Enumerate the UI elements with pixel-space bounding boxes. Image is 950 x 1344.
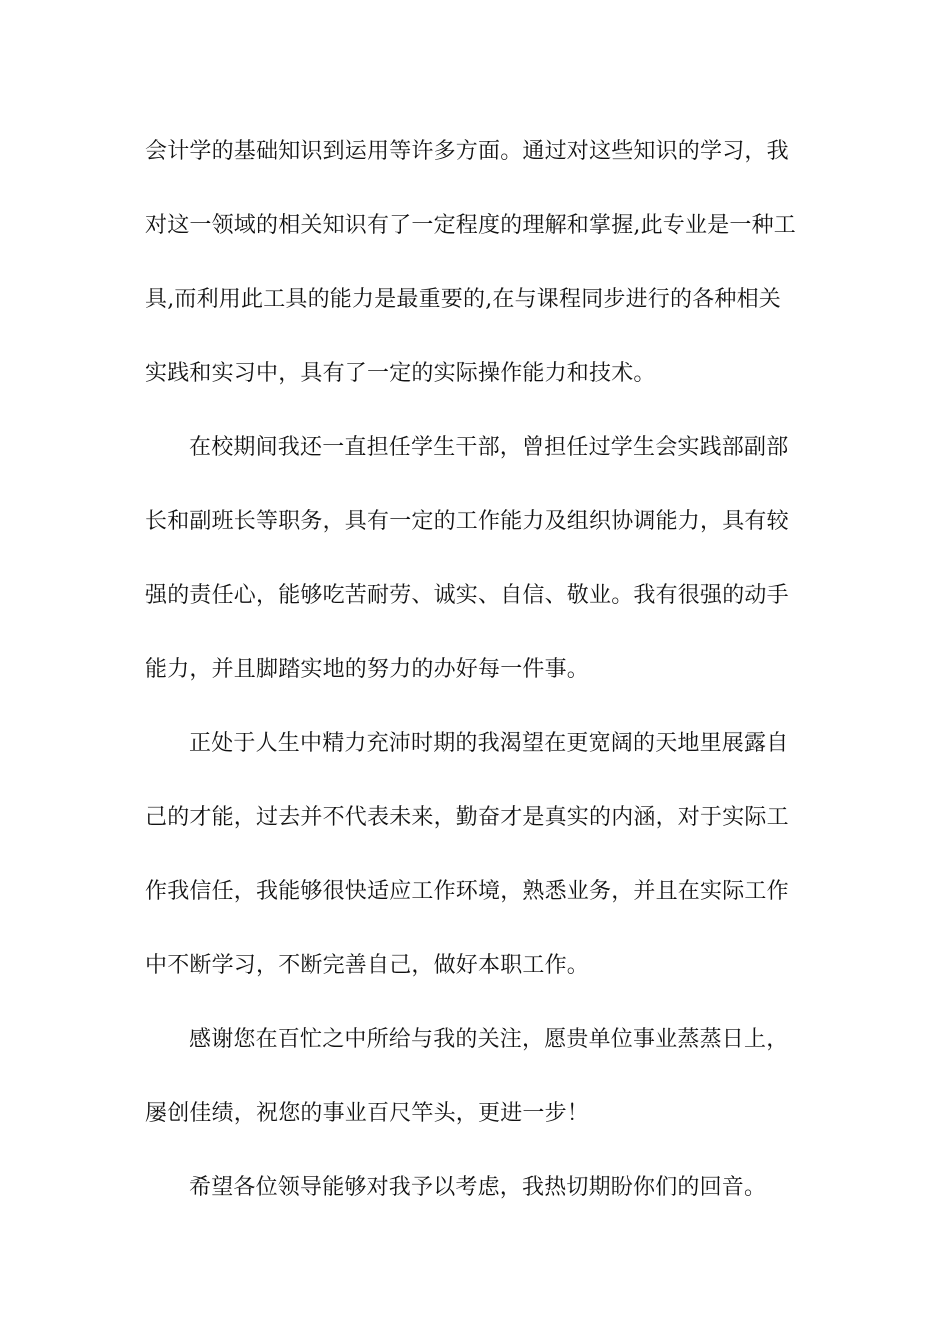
text-line: 在校期间我还一直担任学生干部，曾担任过学生会实践部副部: [189, 435, 789, 460]
text-line: 实践和实习中，具有了一定的实际操作能力和技术。: [145, 361, 656, 386]
text-line: 屡创佳绩，祝您的事业百尺竿头，更进一步！: [145, 1101, 590, 1126]
text-line: 作我信任，我能够很快适应工作环境，熟悉业务，并且在实际工作: [145, 879, 789, 904]
text-line: 感谢您在百忙之中所给与我的关注，愿贵单位事业蒸蒸日上，: [189, 1027, 789, 1052]
text-line: 会计学的基础知识到运用等许多方面。通过对这些知识的学习，我: [145, 139, 789, 164]
text-line: 长和副班长等职务，具有一定的工作能力及组织协调能力，具有较: [145, 509, 789, 534]
text-line: 己的才能，过去并不代表未来，勤奋才是真实的内涵，对于实际工: [145, 805, 789, 830]
text-line: 正处于人生中精力充沛时期的我渴望在更宽阔的天地里展露自: [189, 731, 789, 756]
text-line: 中不断学习，不断完善自己，做好本职工作。: [145, 953, 590, 978]
text-line: 对这一领域的相关知识有了一定程度的理解和掌握,此专业是一种工: [145, 213, 796, 238]
text-line: 强的责任心，能够吃苦耐劳、诚实、自信、敬业。我有很强的动手: [145, 583, 789, 608]
text-line: 能力，并且脚踏实地的努力的办好每一件事。: [145, 657, 590, 682]
text-line: 希望各位领导能够对我予以考虑，我热切期盼你们的回音。: [189, 1175, 767, 1200]
text-line: 具,而利用此工具的能力是最重要的,在与课程同步进行的各种相关: [145, 287, 781, 312]
